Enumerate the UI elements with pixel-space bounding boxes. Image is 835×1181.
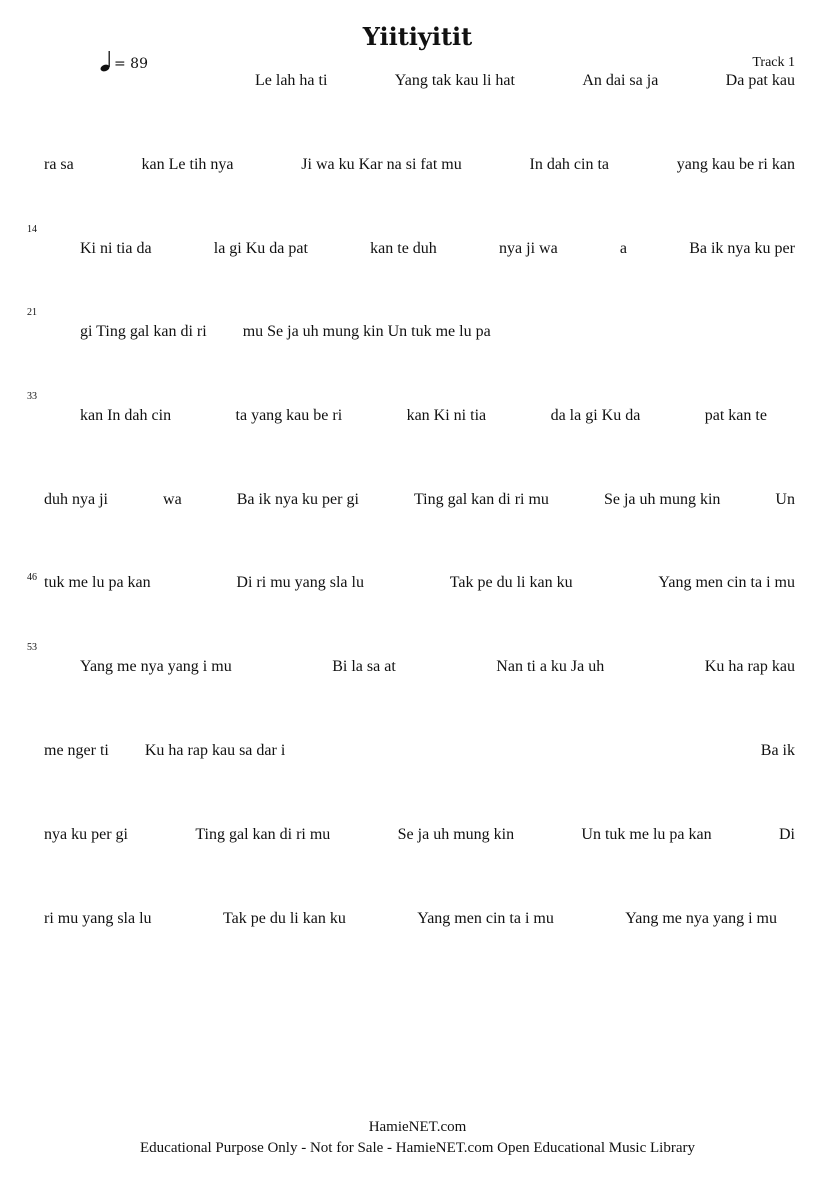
lyric-word: Un tuk me lu pa kan	[581, 826, 712, 843]
lyric-word: kan Ki ni tia	[406, 407, 487, 424]
measure-number: 46	[27, 572, 37, 583]
track-label: Track 1	[752, 55, 795, 70]
footer-notice: Educational Purpose Only - Not for Sale - HamieNET.com Open Educational Music Library	[140, 1140, 695, 1156]
lyric-line	[0, 642, 835, 682]
lyric-word: pat kan te	[704, 407, 767, 424]
lyric-word: la gi Ku da pat	[213, 240, 308, 257]
lyric-word: Yang men cin ta i mu	[658, 574, 795, 591]
lyric-words	[80, 658, 795, 676]
lyric-words	[44, 910, 777, 928]
lyric-word: Yang men cin ta i mu	[417, 910, 554, 927]
measure-number: 14	[27, 224, 37, 235]
lyric-word: ta yang kau be ri	[235, 407, 343, 424]
lyric-line	[0, 224, 835, 264]
lyric-word: Tak pe du li kan ku	[449, 574, 573, 591]
lyric-word: me nger ti	[44, 742, 109, 759]
footer-site: HamieNET.com	[368, 1119, 467, 1135]
lyric-line	[0, 910, 835, 934]
lyric-word: Da pat kau	[725, 72, 795, 89]
lyric-word: Yang tak kau li hat	[394, 72, 515, 89]
lyric-word: Ba ik nya ku per	[689, 240, 795, 257]
lyric-word: Tak pe du li kan ku	[222, 910, 346, 927]
tempo-value: = 89	[114, 56, 148, 72]
lyric-word: Ki ni tia da	[80, 240, 152, 257]
lyric-words	[44, 491, 795, 509]
lyric-line	[0, 574, 835, 598]
lyric-word: kan Le tih nya	[141, 156, 234, 173]
lyric-word: Ting gal kan di ri mu	[195, 826, 331, 843]
lyric-words	[44, 742, 321, 760]
lyric-word: Ba ik nya ku per gi	[236, 491, 359, 508]
lyric-word: Di	[778, 826, 795, 843]
lyric-word: Di ri mu yang sla lu	[236, 574, 364, 591]
lyric-word: Ba ik	[760, 742, 795, 759]
lyric-word: Bi la sa at	[332, 658, 396, 675]
lyric-line	[0, 826, 835, 850]
lyric-words	[80, 323, 795, 341]
lyric-word: mu Se ja uh mung kin Un tuk me lu pa	[242, 323, 491, 340]
lyric-words	[44, 574, 795, 592]
lyric-word: nya ku per gi	[44, 826, 128, 843]
lyric-word: Nan ti a ku Ja uh	[496, 658, 605, 675]
lyric-word: a	[619, 240, 627, 257]
song-title: Yiitiyitit	[362, 22, 473, 51]
lyric-word: tuk me lu pa kan	[44, 574, 151, 591]
lyric-word: Ku ha rap kau sa dar i	[144, 742, 286, 759]
measure-number: 33	[27, 391, 37, 402]
lyric-word: Se ja uh mung kin	[397, 826, 515, 843]
lyric-line	[0, 156, 835, 180]
lyric-word: In dah cin ta	[529, 156, 610, 173]
lyric-words	[44, 826, 795, 844]
lyric-line	[0, 72, 835, 96]
lyric-word: Yang me nya yang i mu	[80, 658, 232, 675]
lyric-line	[0, 491, 835, 515]
measure-number: 21	[27, 307, 37, 318]
lyric-word: Ting gal kan di ri mu	[413, 491, 549, 508]
lyric-word: An dai sa ja	[582, 72, 659, 89]
lyric-words	[44, 156, 795, 174]
lyric-word: gi Ting gal kan di ri	[80, 323, 207, 340]
lyric-word: ra sa	[44, 156, 74, 173]
lyric-words	[255, 72, 795, 90]
tempo-marking	[100, 50, 148, 72]
lyric-word: Ji wa ku Kar na si fat mu	[301, 156, 462, 173]
lyric-word: Un	[775, 491, 795, 508]
measure-number: 53	[27, 642, 37, 653]
lyric-line	[0, 742, 835, 766]
lyric-line	[0, 307, 835, 347]
lyric-word: Ku ha rap kau	[704, 658, 795, 675]
lyric-word: yang kau be ri kan	[676, 156, 795, 173]
lyric-word: Se ja uh mung kin	[603, 491, 721, 508]
lyric-word: Yang me nya yang i mu	[625, 910, 777, 927]
lyric-line	[0, 391, 835, 431]
lyric-words	[80, 240, 795, 258]
lyric-word: nya ji wa	[499, 240, 558, 257]
lyric-word: kan te duh	[370, 240, 437, 257]
lyric-word: duh nya ji	[44, 491, 108, 508]
lyric-word: Le lah ha ti	[255, 72, 328, 89]
lyric-word: wa	[163, 491, 182, 508]
lyric-words	[600, 742, 795, 760]
lyric-word: kan In dah cin	[80, 407, 172, 424]
lyric-word: da la gi Ku da	[550, 407, 641, 424]
lyric-word: ri mu yang sla lu	[44, 910, 152, 927]
lyric-words	[80, 407, 767, 425]
quarter-note-icon	[100, 50, 112, 72]
